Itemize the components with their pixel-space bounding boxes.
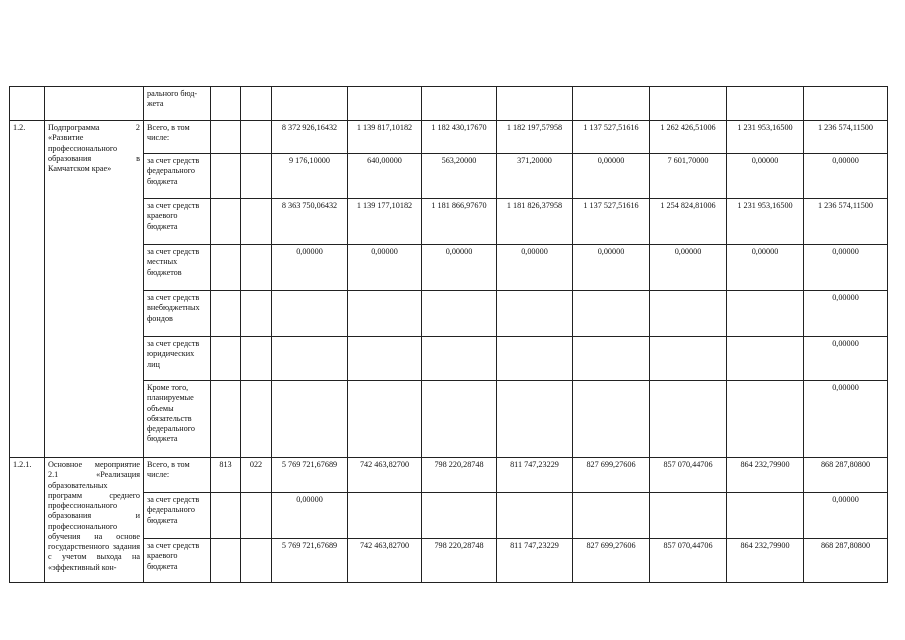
value-cell: 1 139 177,10182 [348, 199, 422, 245]
source-cell: за счет средств внебюджетных фондов [144, 291, 211, 337]
value-cell: 1 182 430,17670 [422, 121, 497, 154]
value-cell [272, 337, 348, 381]
grbs-cell [211, 291, 241, 337]
grbs-cell [211, 539, 241, 583]
value-cell: 0,00000 [422, 245, 497, 291]
value-cell [348, 381, 422, 458]
value-cell [650, 493, 727, 539]
value-cell [573, 291, 650, 337]
value-cell: 0,00000 [804, 493, 888, 539]
value-cell: 0,00000 [650, 245, 727, 291]
source-cell: Всего, в том числе: [144, 121, 211, 154]
value-cell: 864 232,79900 [727, 539, 804, 583]
value-cell [573, 337, 650, 381]
value-cell: 798 220,28748 [422, 458, 497, 493]
source-cell: Кроме того, планируемые объемы обязательств федерального бюджета [144, 381, 211, 458]
grbs-cell [211, 381, 241, 458]
value-cell [573, 381, 650, 458]
rz-cell [241, 199, 272, 245]
value-cell: 0,00000 [727, 245, 804, 291]
value-cell: 827 699,27606 [573, 539, 650, 583]
source-cell: за счет средств федерального бюджета [144, 154, 211, 199]
value-cell: 1 139 817,10182 [348, 121, 422, 154]
value-cell: 864 232,79900 [727, 458, 804, 493]
value-cell: 371,20000 [497, 154, 573, 199]
row-name: Основное мероприятие 2.1 «Реализация образовательных программ среднего профессионального образования и профессионального обучения на основе государственного задания с учетом выхода на «эффективный кон- [45, 458, 144, 583]
rz-cell [241, 291, 272, 337]
value-cell: 5 769 721,67689 [272, 458, 348, 493]
value-cell [497, 337, 573, 381]
value-cell: 798 220,28748 [422, 539, 497, 583]
value-cell [348, 291, 422, 337]
source-cell: за счет средств юридических лиц [144, 337, 211, 381]
value-cell [650, 337, 727, 381]
value-cell: 811 747,23229 [497, 539, 573, 583]
value-cell [650, 381, 727, 458]
rz-cell [241, 493, 272, 539]
value-cell: 811 747,23229 [497, 458, 573, 493]
value-cell: 8 363 750,06432 [272, 199, 348, 245]
value-cell [804, 87, 888, 121]
value-cell [727, 381, 804, 458]
rz-cell [241, 121, 272, 154]
value-cell: 0,00000 [348, 245, 422, 291]
value-cell: 1 254 824,81006 [650, 199, 727, 245]
value-cell: 7 601,70000 [650, 154, 727, 199]
grbs-cell [211, 245, 241, 291]
value-cell: 0,00000 [272, 493, 348, 539]
grbs-cell [211, 154, 241, 199]
value-cell: 1 262 426,51006 [650, 121, 727, 154]
value-cell: 8 372 926,16432 [272, 121, 348, 154]
value-cell [422, 291, 497, 337]
value-cell: 1 182 197,57958 [497, 121, 573, 154]
value-cell [422, 337, 497, 381]
rz-cell [241, 87, 272, 121]
value-cell: 827 699,27606 [573, 458, 650, 493]
value-cell [497, 493, 573, 539]
value-cell [272, 87, 348, 121]
value-cell: 742 463,82700 [348, 458, 422, 493]
source-cell: за счет средств местных бюджетов [144, 245, 211, 291]
value-cell [422, 87, 497, 121]
value-cell: 857 070,44706 [650, 539, 727, 583]
value-cell: 0,00000 [804, 245, 888, 291]
source-cell: Всего, в том числе: [144, 458, 211, 493]
value-cell [727, 291, 804, 337]
value-cell: 0,00000 [727, 154, 804, 199]
value-cell: 563,20000 [422, 154, 497, 199]
number-cell [10, 87, 45, 121]
rz-cell [241, 539, 272, 583]
value-cell: 857 070,44706 [650, 458, 727, 493]
row-number: 1.2.1. [10, 458, 45, 583]
value-cell [422, 493, 497, 539]
value-cell [348, 493, 422, 539]
value-cell [727, 493, 804, 539]
grbs-cell [211, 121, 241, 154]
value-cell: 9 176,10000 [272, 154, 348, 199]
grbs-cell: 813 [211, 458, 241, 493]
value-cell [727, 337, 804, 381]
value-cell [650, 87, 727, 121]
value-cell [422, 381, 497, 458]
source-cell: за счет средств краевого бюджета [144, 539, 211, 583]
source-cell: за счет средств краевого бюджета [144, 199, 211, 245]
grbs-cell [211, 199, 241, 245]
value-cell: 0,00000 [804, 154, 888, 199]
value-cell [272, 291, 348, 337]
value-cell: 1 231 953,16500 [727, 199, 804, 245]
value-cell: 1 137 527,51616 [573, 199, 650, 245]
source-cell: за счет средств федерального бюджета [144, 493, 211, 539]
budget-table [9, 86, 888, 583]
value-cell: 1 236 574,11500 [804, 121, 888, 154]
row-number: 1.2. [10, 121, 45, 458]
value-cell [348, 87, 422, 121]
table-row [10, 87, 888, 121]
value-cell: 1 181 826,37958 [497, 199, 573, 245]
value-cell [497, 381, 573, 458]
row-name: Подпрограмма 2 «Развитие профессионального образования в Камчатском крае» [45, 121, 144, 458]
value-cell [573, 493, 650, 539]
value-cell: 0,00000 [573, 245, 650, 291]
rz-cell [241, 245, 272, 291]
value-cell: 0,00000 [272, 245, 348, 291]
source-cell: рального бюд- жета [144, 87, 211, 121]
value-cell: 742 463,82700 [348, 539, 422, 583]
value-cell [497, 87, 573, 121]
value-cell: 0,00000 [804, 291, 888, 337]
grbs-cell [211, 87, 241, 121]
value-cell: 0,00000 [497, 245, 573, 291]
grbs-cell [211, 337, 241, 381]
name-cell [45, 87, 144, 121]
rz-cell: 022 [241, 458, 272, 493]
rz-cell [241, 154, 272, 199]
value-cell: 1 236 574,11500 [804, 199, 888, 245]
value-cell: 1 231 953,16500 [727, 121, 804, 154]
value-cell [727, 87, 804, 121]
grbs-cell [211, 493, 241, 539]
value-cell: 0,00000 [573, 154, 650, 199]
rz-cell [241, 337, 272, 381]
value-cell: 5 769 721,67689 [272, 539, 348, 583]
value-cell: 1 137 527,51616 [573, 121, 650, 154]
rz-cell [241, 381, 272, 458]
value-cell: 640,00000 [348, 154, 422, 199]
value-cell: 0,00000 [804, 381, 888, 458]
value-cell: 868 287,80800 [804, 539, 888, 583]
value-cell: 868 287,80800 [804, 458, 888, 493]
value-cell: 0,00000 [804, 337, 888, 381]
value-cell: 1 181 866,97670 [422, 199, 497, 245]
value-cell [348, 337, 422, 381]
table-row [10, 458, 888, 493]
value-cell [573, 87, 650, 121]
value-cell [497, 291, 573, 337]
value-cell [650, 291, 727, 337]
table-row [10, 121, 888, 154]
value-cell [272, 381, 348, 458]
